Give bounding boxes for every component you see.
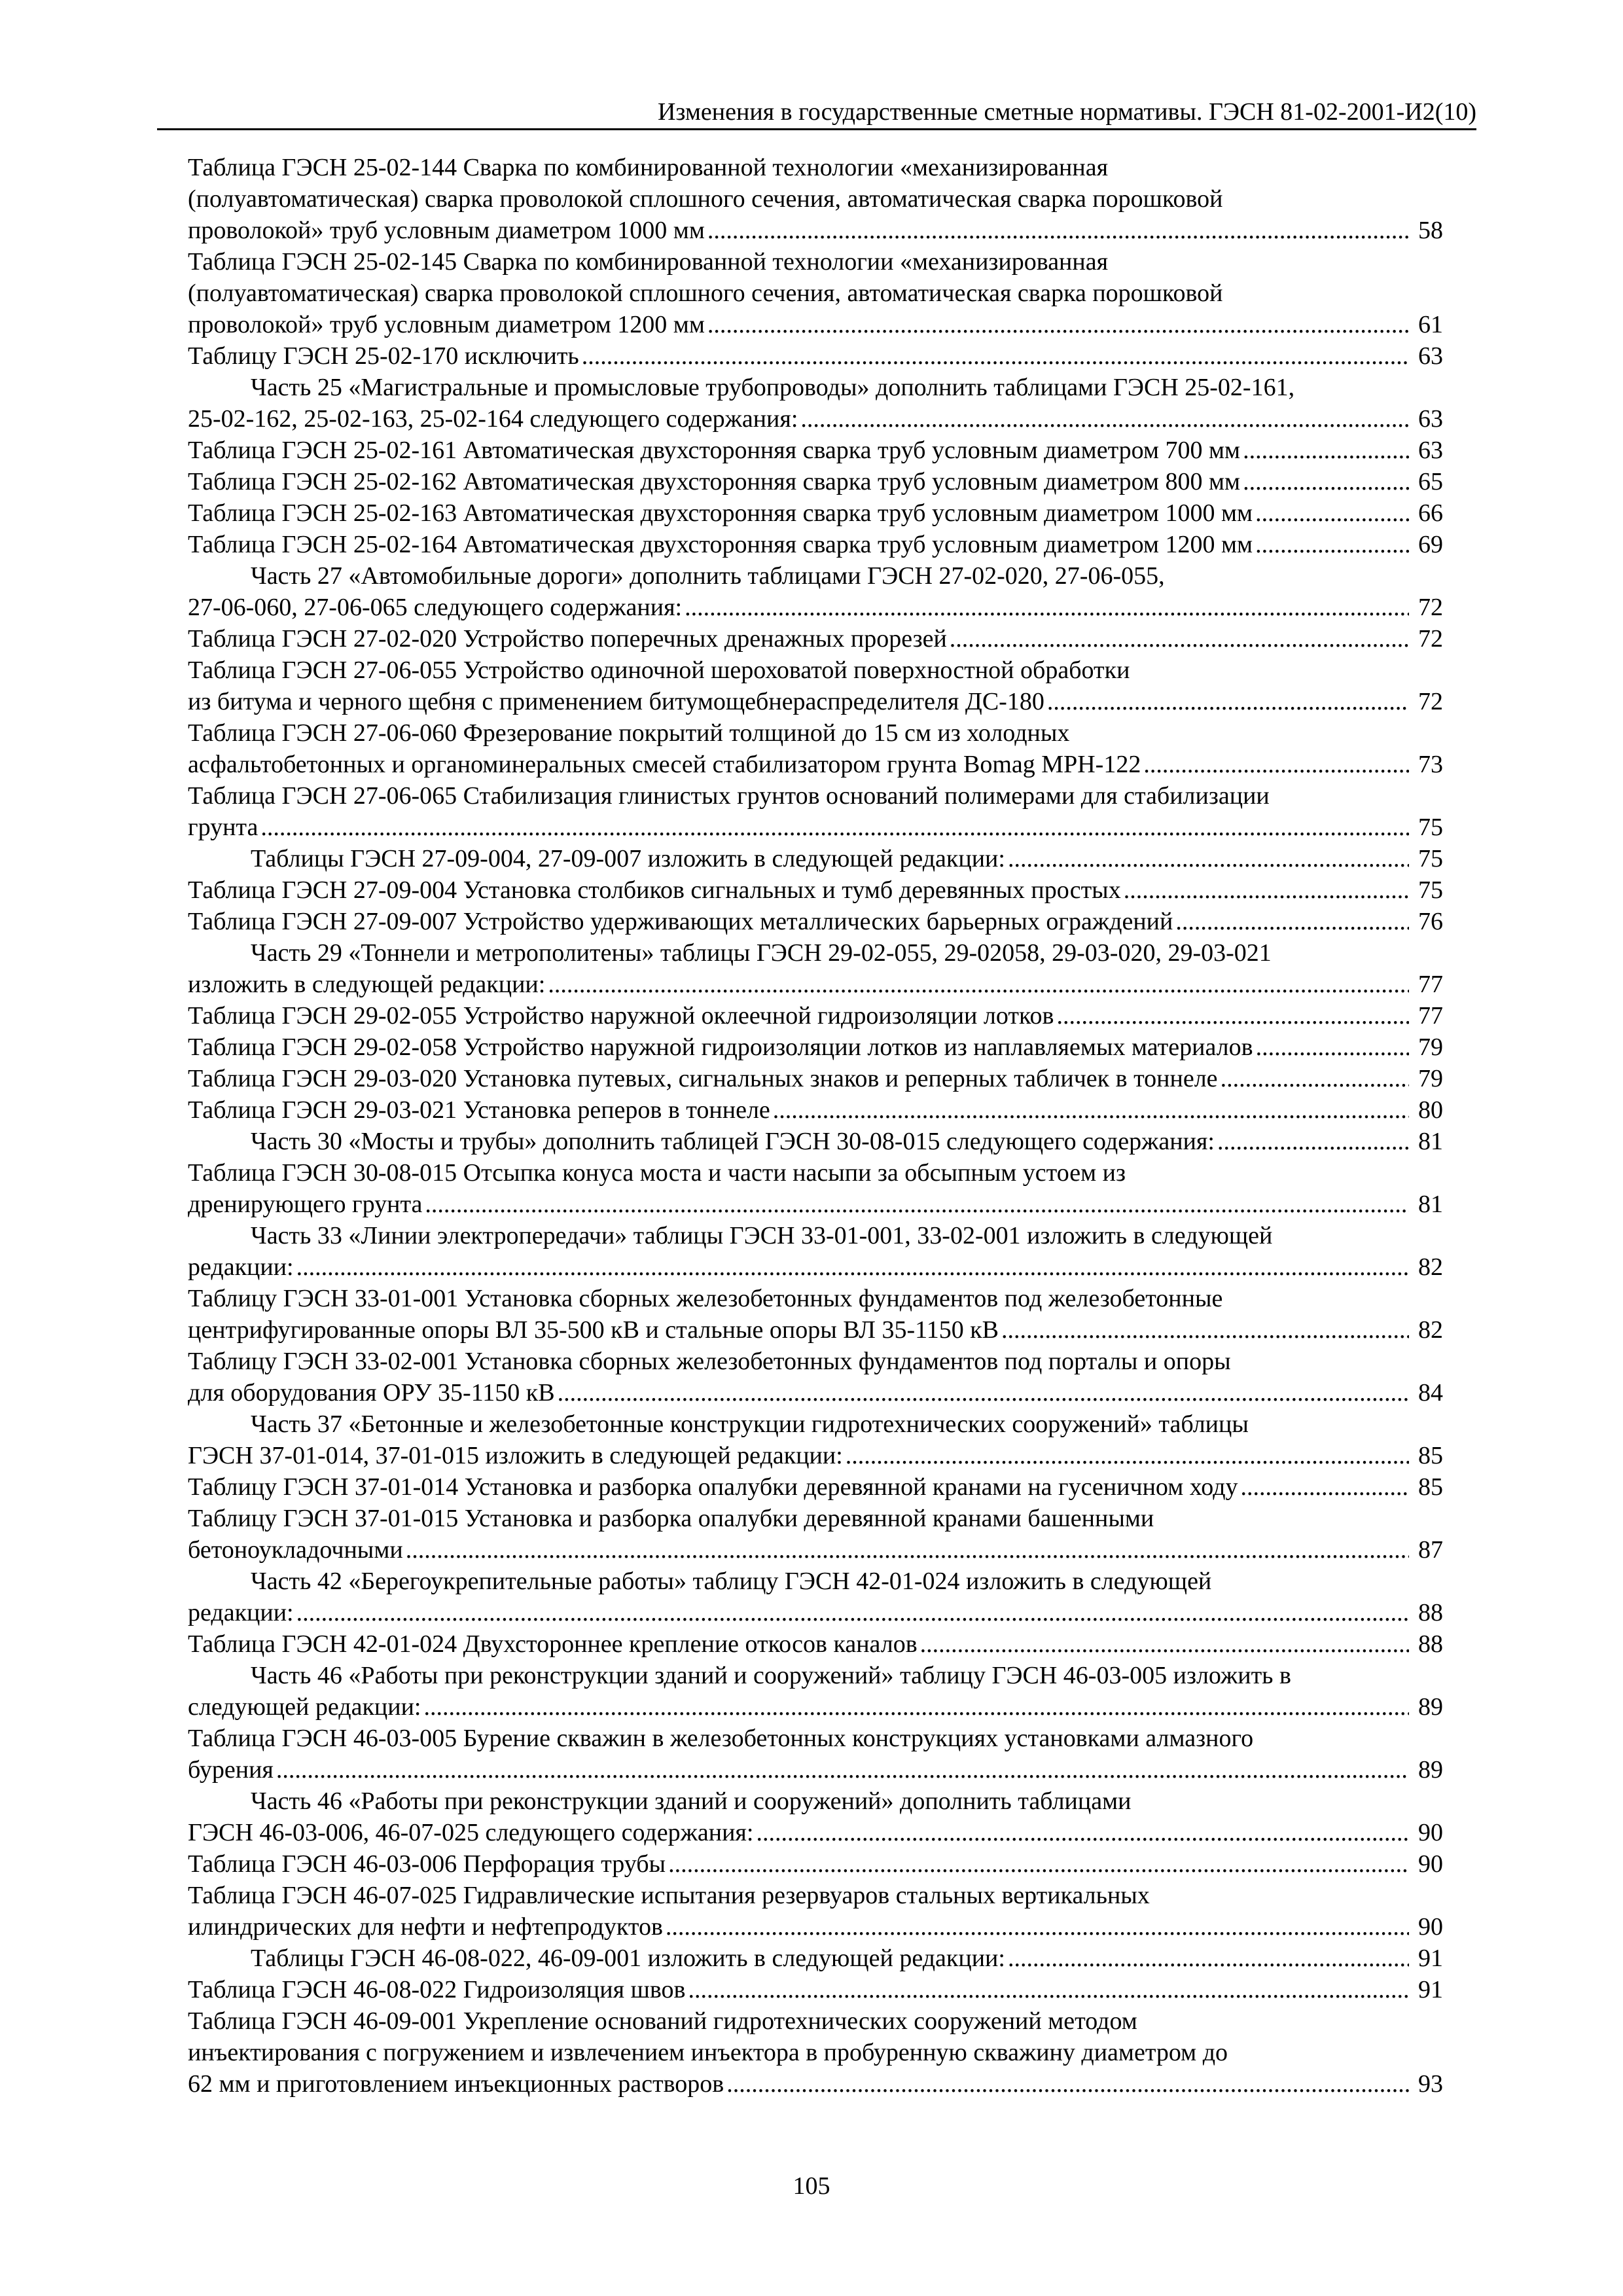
dot-leader [1047,686,1409,717]
toc-page-number: 63 [1418,405,1443,433]
header-title: Изменения в государственные сметные нормативы. ГЭСН 81-02-2001-И2(10) [657,98,1476,126]
toc-entry-line: Часть 33 «Линии электропередачи» таблицы ГЭСН 33-01-001, 33-02-001 изложить в следующей [251,1222,1273,1249]
toc-entry [188,1471,1443,1503]
toc-entry-last-line [188,812,1443,843]
toc-entry [188,340,1443,372]
dot-leader [707,215,1409,246]
dot-leader [773,1094,1409,1126]
toc-entry [188,1000,1443,1031]
dot-leader [425,1189,1409,1220]
toc-entry-last-line [188,1063,1443,1094]
toc-entry [188,1063,1443,1094]
toc-entry-line: Часть 46 «Работы при реконструкции зданий и сооружений» таблицу ГЭСН 46-03-005 изложить в [251,1662,1291,1689]
toc-entry-last-line [188,309,1443,340]
toc-entry-last-line [188,623,1443,655]
toc-page-number: 65 [1418,468,1443,495]
toc-entry-line: инъектирования с погружением и извлечением инъектора в пробуренную скважину диаметром до [188,2039,1228,2066]
toc-page-number: 91 [1418,1945,1443,1972]
dot-leader [1241,1471,1409,1503]
toc-entry-last-line [188,1126,1443,1157]
toc-section-entry [188,1126,1443,1157]
toc-page-number: 88 [1418,1630,1443,1658]
toc-section-entry [188,1943,1443,1974]
toc-entry-last-line [188,1094,1443,1126]
toc-entry-line: Часть 42 «Берегоукрепительные работы» таблицу ГЭСН 42-01-024 изложить в следующей [251,1568,1212,1595]
dot-leader [1243,435,1409,466]
toc-entry [188,529,1443,560]
dot-leader [726,2068,1409,2100]
toc-entry-last-line [188,1189,1443,1220]
toc-page-number: 72 [1418,625,1443,653]
toc-section-entry [188,372,1443,435]
toc-entry-text: следующей редакции: [188,1693,421,1721]
toc-entry [188,1283,1443,1346]
toc-entry-text: 62 мм и приготовлением инъекционных растворов [188,2070,724,2098]
dot-leader [668,1848,1409,1880]
toc-entry-line: Часть 25 «Магистральные и промысловые трубопроводы» дополнить таблицами ГЭСН 25-02-161, [251,374,1295,401]
toc-page-number: 58 [1418,217,1443,244]
toc-entry-line: Таблицу ГЭСН 33-02-001 Установка сборных железобетонных фундаментов под порталы и опоры [188,1348,1231,1375]
toc-page-number: 82 [1418,1253,1443,1281]
toc-entry-last-line [188,906,1443,937]
toc-entry-last-line [188,2068,1443,2100]
toc-entry-last-line [188,969,1443,1000]
toc-page-number: 73 [1418,751,1443,778]
toc-entry-text: Таблица ГЭСН 25-02-162 Автоматическая двухсторонняя сварка труб условным диаметром 800 мм [188,468,1241,495]
dot-leader [1217,1126,1409,1157]
toc-entry [188,655,1443,717]
toc-entry-last-line [188,1628,1443,1660]
toc-entry [188,1503,1443,1566]
toc-entry-line: Таблица ГЭСН 46-07-025 Гидравлические испытания резервуаров стальных вертикальных [188,1882,1150,1909]
toc-section-entry [188,1566,1443,1628]
toc-entry-text: Таблица ГЭСН 27-09-007 Устройство удерживающих металлических барьерных ограждений [188,908,1173,935]
dot-leader [756,1817,1409,1848]
dot-leader [1175,906,1409,937]
toc-page-number: 84 [1418,1379,1443,1407]
toc-section-entry [188,560,1443,623]
toc-page-number: 90 [1418,1913,1443,1941]
toc-entry-last-line [188,1943,1443,1974]
dot-leader [1143,749,1409,780]
toc-page-number: 81 [1418,1128,1443,1155]
toc-page-number: 89 [1418,1693,1443,1721]
toc-entry-line: Таблица ГЭСН 46-09-001 Укрепление оснований гидротехнических сооружений методом [188,2007,1137,2035]
dot-leader [685,592,1409,623]
toc-page-number: 76 [1418,908,1443,935]
toc-page-number: 79 [1418,1033,1443,1061]
toc-entry-line: (полуавтоматическая) сварка проволокой сплошного сечения, автоматическая сварка порошковой [188,279,1223,307]
toc-entry-text: 25-02-162, 25-02-163, 25-02-164 следующего содержания: [188,405,798,433]
toc-page-number: 72 [1418,594,1443,621]
toc-entry-line: Часть 27 «Автомобильные дороги» дополнить таблицами ГЭСН 27-02-020, 27-06-055, [251,562,1165,590]
toc-entry-text: редакции: [188,1253,294,1281]
toc-entry-text: 27-06-060, 27-06-065 следующего содержания: [188,594,683,621]
toc-page-number: 81 [1418,1191,1443,1218]
toc-entry-text: центрифугированные опоры ВЛ 35-500 кВ и стальные опоры ВЛ 35-1150 кВ [188,1316,999,1344]
toc-entry-last-line [188,435,1443,466]
toc-entry-last-line [188,1251,1443,1283]
toc-section-entry [188,1660,1443,1723]
toc-entry-text: Таблица ГЭСН 25-02-164 Автоматическая двухсторонняя сварка труб условным диаметром 1200 мм [188,531,1253,558]
toc-section-entry [188,1408,1443,1471]
dot-leader [800,403,1409,435]
toc-entry-text: бурения [188,1756,274,1784]
toc-entry-text: Таблицы ГЭСН 46-08-022, 46-09-001 изложить в следующей редакции: [251,1945,1005,1972]
toc-entry-last-line [188,1377,1443,1408]
toc-entry-last-line [188,1314,1443,1346]
toc-entry-text: Таблица ГЭСН 27-09-004 Установка столбиков сигнальных и тумб деревянных простых [188,876,1121,904]
toc-entry-last-line [188,1691,1443,1723]
toc-page-number: 89 [1418,1756,1443,1784]
toc-entry [188,780,1443,843]
page-number: 105 [793,2172,830,2200]
dot-leader [666,1911,1409,1943]
toc-entry-text: из битума и черного щебня с применением битумощебнераспределителя ДС-180 [188,688,1044,715]
toc-entry-text: Таблицу ГЭСН 37-01-014 Установка и разборка опалубки деревянной кранами на гусеничном ходу [188,1473,1238,1501]
toc-entry-last-line [188,686,1443,717]
dot-leader [406,1534,1409,1566]
dot-leader [1008,843,1409,874]
toc-entry-last-line [188,1974,1443,2005]
toc-section-entry [188,1220,1443,1283]
toc-page-number: 75 [1418,845,1443,872]
dot-leader [920,1628,1409,1660]
toc-entry [188,1974,1443,2005]
toc-page-number: 63 [1418,342,1443,370]
toc-entry-last-line [188,1817,1443,1848]
dot-leader [423,1691,1409,1723]
toc-entry-last-line [188,1440,1443,1471]
toc-section-entry [188,1785,1443,1848]
toc-page-number: 93 [1418,2070,1443,2098]
toc-entry-text: Таблица ГЭСН 46-08-022 Гидроизоляция швов [188,1976,686,2003]
toc-entry [188,1628,1443,1660]
toc-entry-line: Часть 46 «Работы при реконструкции зданий и сооружений» дополнить таблицами [251,1787,1132,1815]
dot-leader [707,309,1409,340]
dot-leader [296,1597,1409,1628]
toc-page-number: 85 [1418,1473,1443,1501]
toc-entry-text: Таблицу ГЭСН 25-02-170 исключить [188,342,579,370]
dot-leader [950,623,1409,655]
toc-entry-last-line [188,215,1443,246]
toc-page-number: 85 [1418,1442,1443,1469]
toc-entry [188,1848,1443,1880]
toc-entry-last-line [188,749,1443,780]
dot-leader [1001,1314,1409,1346]
toc-entry [188,152,1443,246]
toc-page-number: 77 [1418,1002,1443,1030]
toc-page-number: 82 [1418,1316,1443,1344]
toc-entry-text: асфальтобетонных и органоминеральных смесей стабилизатором грунта Bomag MPH-122 [188,751,1141,778]
toc-entry [188,1880,1443,1943]
toc-entry-text: ГЭСН 46-03-006, 46-07-025 следующего содержания: [188,1819,754,1846]
dot-leader [558,1377,1409,1408]
toc-page-number: 88 [1418,1599,1443,1626]
toc-page-number: 75 [1418,814,1443,841]
toc-page-number: 72 [1418,688,1443,715]
toc-entry [188,1346,1443,1408]
toc-entry-line: Таблица ГЭСН 27-06-065 Стабилизация глинистых грунтов оснований полимерами для стабилизации [188,782,1270,810]
toc-entry-line: Таблица ГЭСН 30-08-015 Отсыпка конуса моста и части насыпи за обсыпным устоем из [188,1159,1126,1187]
toc-section-entry [188,937,1443,1000]
toc-entry-last-line [188,1848,1443,1880]
toc-entry-last-line [188,1031,1443,1063]
toc-entry-last-line [188,403,1443,435]
toc-entry-text: Таблица ГЭСН 29-02-055 Устройство наружной оклеечной гидроизоляции лотков [188,1002,1054,1030]
toc-entry [188,497,1443,529]
toc-entry-last-line [188,340,1443,372]
toc-page-number: 69 [1418,531,1443,558]
table-of-contents [188,152,1443,2100]
toc-entry-text: бетоноукладочными [188,1536,403,1564]
toc-entry-text: изложить в следующей редакции: [188,971,546,998]
toc-entry-text: Таблицы ГЭСН 27-09-004, 27-09-007 изложить в следующей редакции: [251,845,1005,872]
toc-entry [188,717,1443,780]
toc-page-number: 77 [1418,971,1443,998]
dot-leader [846,1440,1409,1471]
toc-entry-text: грунта [188,814,259,841]
toc-entry-line: Таблица ГЭСН 27-06-055 Устройство одиночной шероховатой поверхностной обработки [188,656,1130,684]
toc-entry-last-line [188,1911,1443,1943]
toc-entry-text: Таблица ГЭСН 25-02-161 Автоматическая двухсторонняя сварка труб условным диаметром 700 мм [188,437,1241,464]
dot-leader [1221,1063,1409,1094]
toc-page-number: 91 [1418,1976,1443,2003]
toc-entry-text: Таблица ГЭСН 29-02-058 Устройство наружной гидроизоляции лотков из наплавляемых материалов [188,1033,1253,1061]
toc-entry-line: Таблица ГЭСН 27-06-060 Фрезерование покрытий толщиной до 15 см из холодных [188,719,1070,747]
toc-entry [188,1723,1443,1785]
toc-entry-text: илиндрических для нефти и нефтепродуктов [188,1913,663,1941]
toc-entry-text: Таблица ГЭСН 42-01-024 Двухстороннее крепление откосов каналов [188,1630,918,1658]
toc-entry-last-line [188,843,1443,874]
toc-entry [188,1031,1443,1063]
dot-leader [582,340,1409,372]
toc-entry-text: Таблица ГЭСН 27-02-020 Устройство поперечных дренажных прорезей [188,625,947,653]
toc-page-number: 61 [1418,311,1443,338]
toc-page-number: 63 [1418,437,1443,464]
toc-entry-line: Часть 29 «Тоннели и метрополитены» таблицы ГЭСН 29-02-055, 29-02058, 29-03-020, 29-03-021 [251,939,1272,967]
dot-leader [688,1974,1409,2005]
dot-leader [1255,529,1409,560]
toc-entry-last-line [188,1754,1443,1785]
running-header [157,99,1476,130]
toc-entry-line: (полуавтоматическая) сварка проволокой сплошного сечения, автоматическая сварка порошковой [188,185,1223,213]
toc-entry-last-line [188,1534,1443,1566]
toc-entry-text: проволокой» труб условным диаметром 1000 мм [188,217,705,244]
toc-entry-last-line [188,874,1443,906]
toc-entry-last-line [188,1000,1443,1031]
toc-entry [188,466,1443,497]
dot-leader [1243,466,1409,497]
toc-entry-line: Таблица ГЭСН 46-03-005 Бурение скважин в железобетонных конструкциях установками алмазного [188,1725,1254,1752]
toc-page-number: 87 [1418,1536,1443,1564]
toc-section-entry [188,843,1443,874]
toc-entry [188,623,1443,655]
dot-leader [276,1754,1409,1785]
toc-entry-text: Таблица ГЭСН 29-03-020 Установка путевых, сигнальных знаков и реперных табличек в тоннеле [188,1065,1218,1092]
toc-entry-text: дренирующего грунта [188,1191,423,1218]
toc-entry-text: Часть 30 «Мосты и трубы» дополнить таблицей ГЭСН 30-08-015 следующего содержания: [251,1128,1215,1155]
toc-page-number: 90 [1418,1850,1443,1878]
toc-entry-text: Таблица ГЭСН 29-03-021 Установка реперов в тоннеле [188,1096,770,1124]
toc-entry [188,1094,1443,1126]
toc-entry-line: Часть 37 «Бетонные и железобетонные конструкции гидротехнических сооружений» таблицы [251,1410,1249,1438]
toc-entry-last-line [188,497,1443,529]
toc-page-number: 66 [1418,499,1443,527]
toc-entry-text: для оборудования ОРУ 35-1150 кВ [188,1379,555,1407]
toc-entry-text: Таблица ГЭСН 25-02-163 Автоматическая двухсторонняя сварка труб условным диаметром 1000 мм [188,499,1253,527]
toc-entry-last-line [188,1471,1443,1503]
toc-entry [188,906,1443,937]
toc-page-number: 80 [1418,1096,1443,1124]
toc-entry [188,435,1443,466]
toc-entry-last-line [188,466,1443,497]
toc-entry-text: ГЭСН 37-01-014, 37-01-015 изложить в следующей редакции: [188,1442,843,1469]
toc-entry-line: Таблицу ГЭСН 37-01-015 Установка и разборка опалубки деревянной кранами башенными [188,1505,1154,1532]
dot-leader [1255,497,1409,529]
toc-entry-text: Таблица ГЭСН 46-03-006 Перфорация трубы [188,1850,666,1878]
dot-leader [1256,1031,1409,1063]
toc-entry-line: Таблицу ГЭСН 33-01-001 Установка сборных железобетонных фундаментов под железобетонные [188,1285,1223,1312]
dot-leader [296,1251,1409,1283]
dot-leader [260,812,1409,843]
toc-entry [188,246,1443,340]
toc-entry-text: редакции: [188,1599,294,1626]
toc-entry-text: проволокой» труб условным диаметром 1200 мм [188,311,705,338]
toc-page-number: 75 [1418,876,1443,904]
dot-leader [1056,1000,1409,1031]
toc-entry [188,1157,1443,1220]
toc-entry [188,2005,1443,2100]
toc-entry [188,874,1443,906]
dot-leader [1008,1943,1409,1974]
toc-page-number: 79 [1418,1065,1443,1092]
toc-entry-last-line [188,1597,1443,1628]
toc-entry-line: Таблица ГЭСН 25-02-145 Сварка по комбинированной технологии «механизированная [188,248,1109,276]
toc-entry-line: Таблица ГЭСН 25-02-144 Сварка по комбинированной технологии «механизированная [188,154,1109,181]
toc-entry-last-line [188,529,1443,560]
dot-leader [1124,874,1409,906]
toc-page-number: 90 [1418,1819,1443,1846]
toc-entry-last-line [188,592,1443,623]
dot-leader [548,969,1409,1000]
